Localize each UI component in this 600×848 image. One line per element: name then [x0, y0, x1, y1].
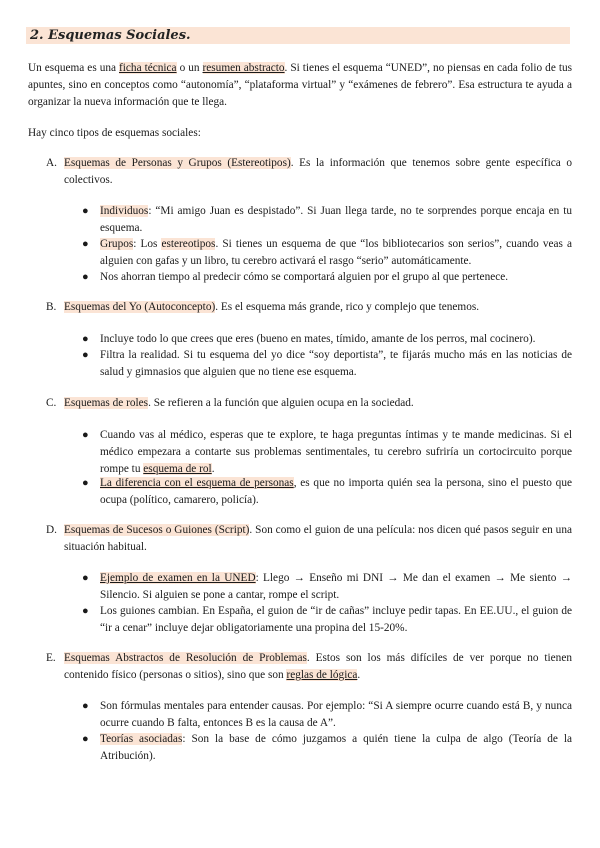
bullet-icon: ● — [82, 271, 89, 283]
section-b-text: Esquemas del Yo (Autoconcepto). Es el esquema más grande, rico y complejo que tenemos. — [64, 301, 480, 313]
section-d-text: Esquemas de Sucesos o Guiones (Script). Son como el guion de una película: nos dicen qué pasos seguir en una situación habitual. — [64, 524, 572, 553]
bullet-a3: Nos ahorran tiempo al predecir cómo se comportará alguien por el grupo al que pertenece. — [100, 271, 509, 283]
bullet-icon: ● — [82, 477, 89, 489]
section-a-letter: A. — [46, 157, 57, 169]
section-e-title: Esquemas Abstractos de Resolución de Problemas — [64, 652, 307, 664]
bullet-icon: ● — [82, 733, 89, 745]
bullet-c1: Cuando vas al médico, esperas que te explore, te haga preguntas íntimas y te mande medicinas. Si el médico empezara a contarte sus problemas sentimentales, tu cerebro sufriría un cortocircuito porque rompe tu esquema de rol. — [100, 429, 572, 475]
bullet-icon: ● — [82, 572, 89, 584]
bullet-icon: ● — [82, 700, 89, 712]
section-e-letter: E. — [46, 652, 56, 664]
bullet-a2: Grupos: Los estereotipos. Si tienes un esquema de que “los bibliotecarios son serios”, cuando veas a alguien con gafas y un libro, tu cerebro activará el rasgo “serio” automáticamente. — [100, 238, 572, 267]
section-a-text: Esquemas de Personas y Grupos (Estereotipos). Es la información que tenemos sobre gente específica o colectivos. — [64, 157, 572, 186]
intro-paragraph: Un esquema es una ficha técnica o un resumen abstracto. Si tienes el esquema “UNED”, no piensas en cada folio de tus apuntes, sino en conceptos como “autonomía”, “plataforma virtual” y “exámenes de febrero”. Esa estructura te ayuda a organizar la nueva información que te llega. — [28, 62, 573, 108]
bullet-icon: ● — [82, 605, 89, 617]
bullet-e1: Son fórmulas mentales para entender causas. Por ejemplo: “Si A siempre ocurre cuando está B, y nunca ocurre cuando B falta, entonces B es la causa de A”. — [100, 700, 572, 729]
section-b-letter: B. — [46, 301, 57, 313]
bullet-c2: La diferencia con el esquema de personas, es que no importa quién sea la persona, sino el puesto que ocupa (político, camarero, policía). — [100, 477, 572, 506]
bullet-b1: Incluye todo lo que crees que eres (bueno en mates, tímido, amante de los perros, mal cocinero). — [100, 333, 536, 345]
bullet-icon: ● — [82, 429, 89, 441]
section-d-title: Esquemas de Sucesos o Guiones (Script) — [64, 524, 250, 536]
bullet-d1: Ejemplo de examen en la UNED: Llego → Enseño mi DNI → Me dan el examen → Me siento → Silencio. Si alguien se pone a cantar, rompe el script. — [100, 572, 572, 601]
section-c-letter: C. — [46, 397, 57, 409]
highlight-resumen: resumen abstracto — [202, 62, 285, 74]
bullet-e2: Teorías asociadas: Son la base de cómo juzgamos a quién tiene la culpa de algo (Teoría de la Atribución). — [100, 733, 572, 762]
bullet-b2: Filtra la realidad. Si tu esquema del yo dice “soy deportista”, te fijarás mucho más en las noticias de salud y gimnasios que alguien que no tiene ese esquema. — [100, 349, 572, 378]
section-c-text: Esquemas de roles. Se refieren a la función que alguien ocupa en la sociedad. — [64, 397, 414, 409]
section-heading: 2. Esquemas Sociales. — [30, 28, 191, 43]
bullet-icon: ● — [82, 333, 89, 345]
highlight-ficha: ficha técnica — [119, 62, 177, 74]
bullet-icon: ● — [82, 349, 89, 361]
bullet-icon: ● — [82, 205, 89, 217]
bullet-icon: ● — [82, 238, 89, 250]
section-e-text: Esquemas Abstractos de Resolución de Problemas. Estos son los más difíciles de ver porque no tienen contenido físico (personas o sitios), sino que son reglas de lógica. — [64, 652, 572, 681]
section-d-letter: D. — [46, 524, 57, 536]
types-intro: Hay cinco tipos de esquemas sociales: — [28, 127, 201, 139]
section-b-title: Esquemas del Yo (Autoconcepto) — [64, 301, 216, 313]
bullet-a1: Individuos: “Mi amigo Juan es despistado”. Si Juan llega tarde, no te sorprendes porque encaja en tu esquema. — [100, 205, 572, 234]
section-a-title: Esquemas de Personas y Grupos (Estereotipos) — [64, 157, 291, 169]
bullet-d2: Los guiones cambian. En España, el guion de “ir de cañas” incluye pedir tapas. En EE.UU., el guion de “ir a cenar” incluye dejar obligatoriamente una propina del 15-20%. — [100, 605, 572, 634]
section-c-title: Esquemas de roles — [64, 397, 149, 409]
